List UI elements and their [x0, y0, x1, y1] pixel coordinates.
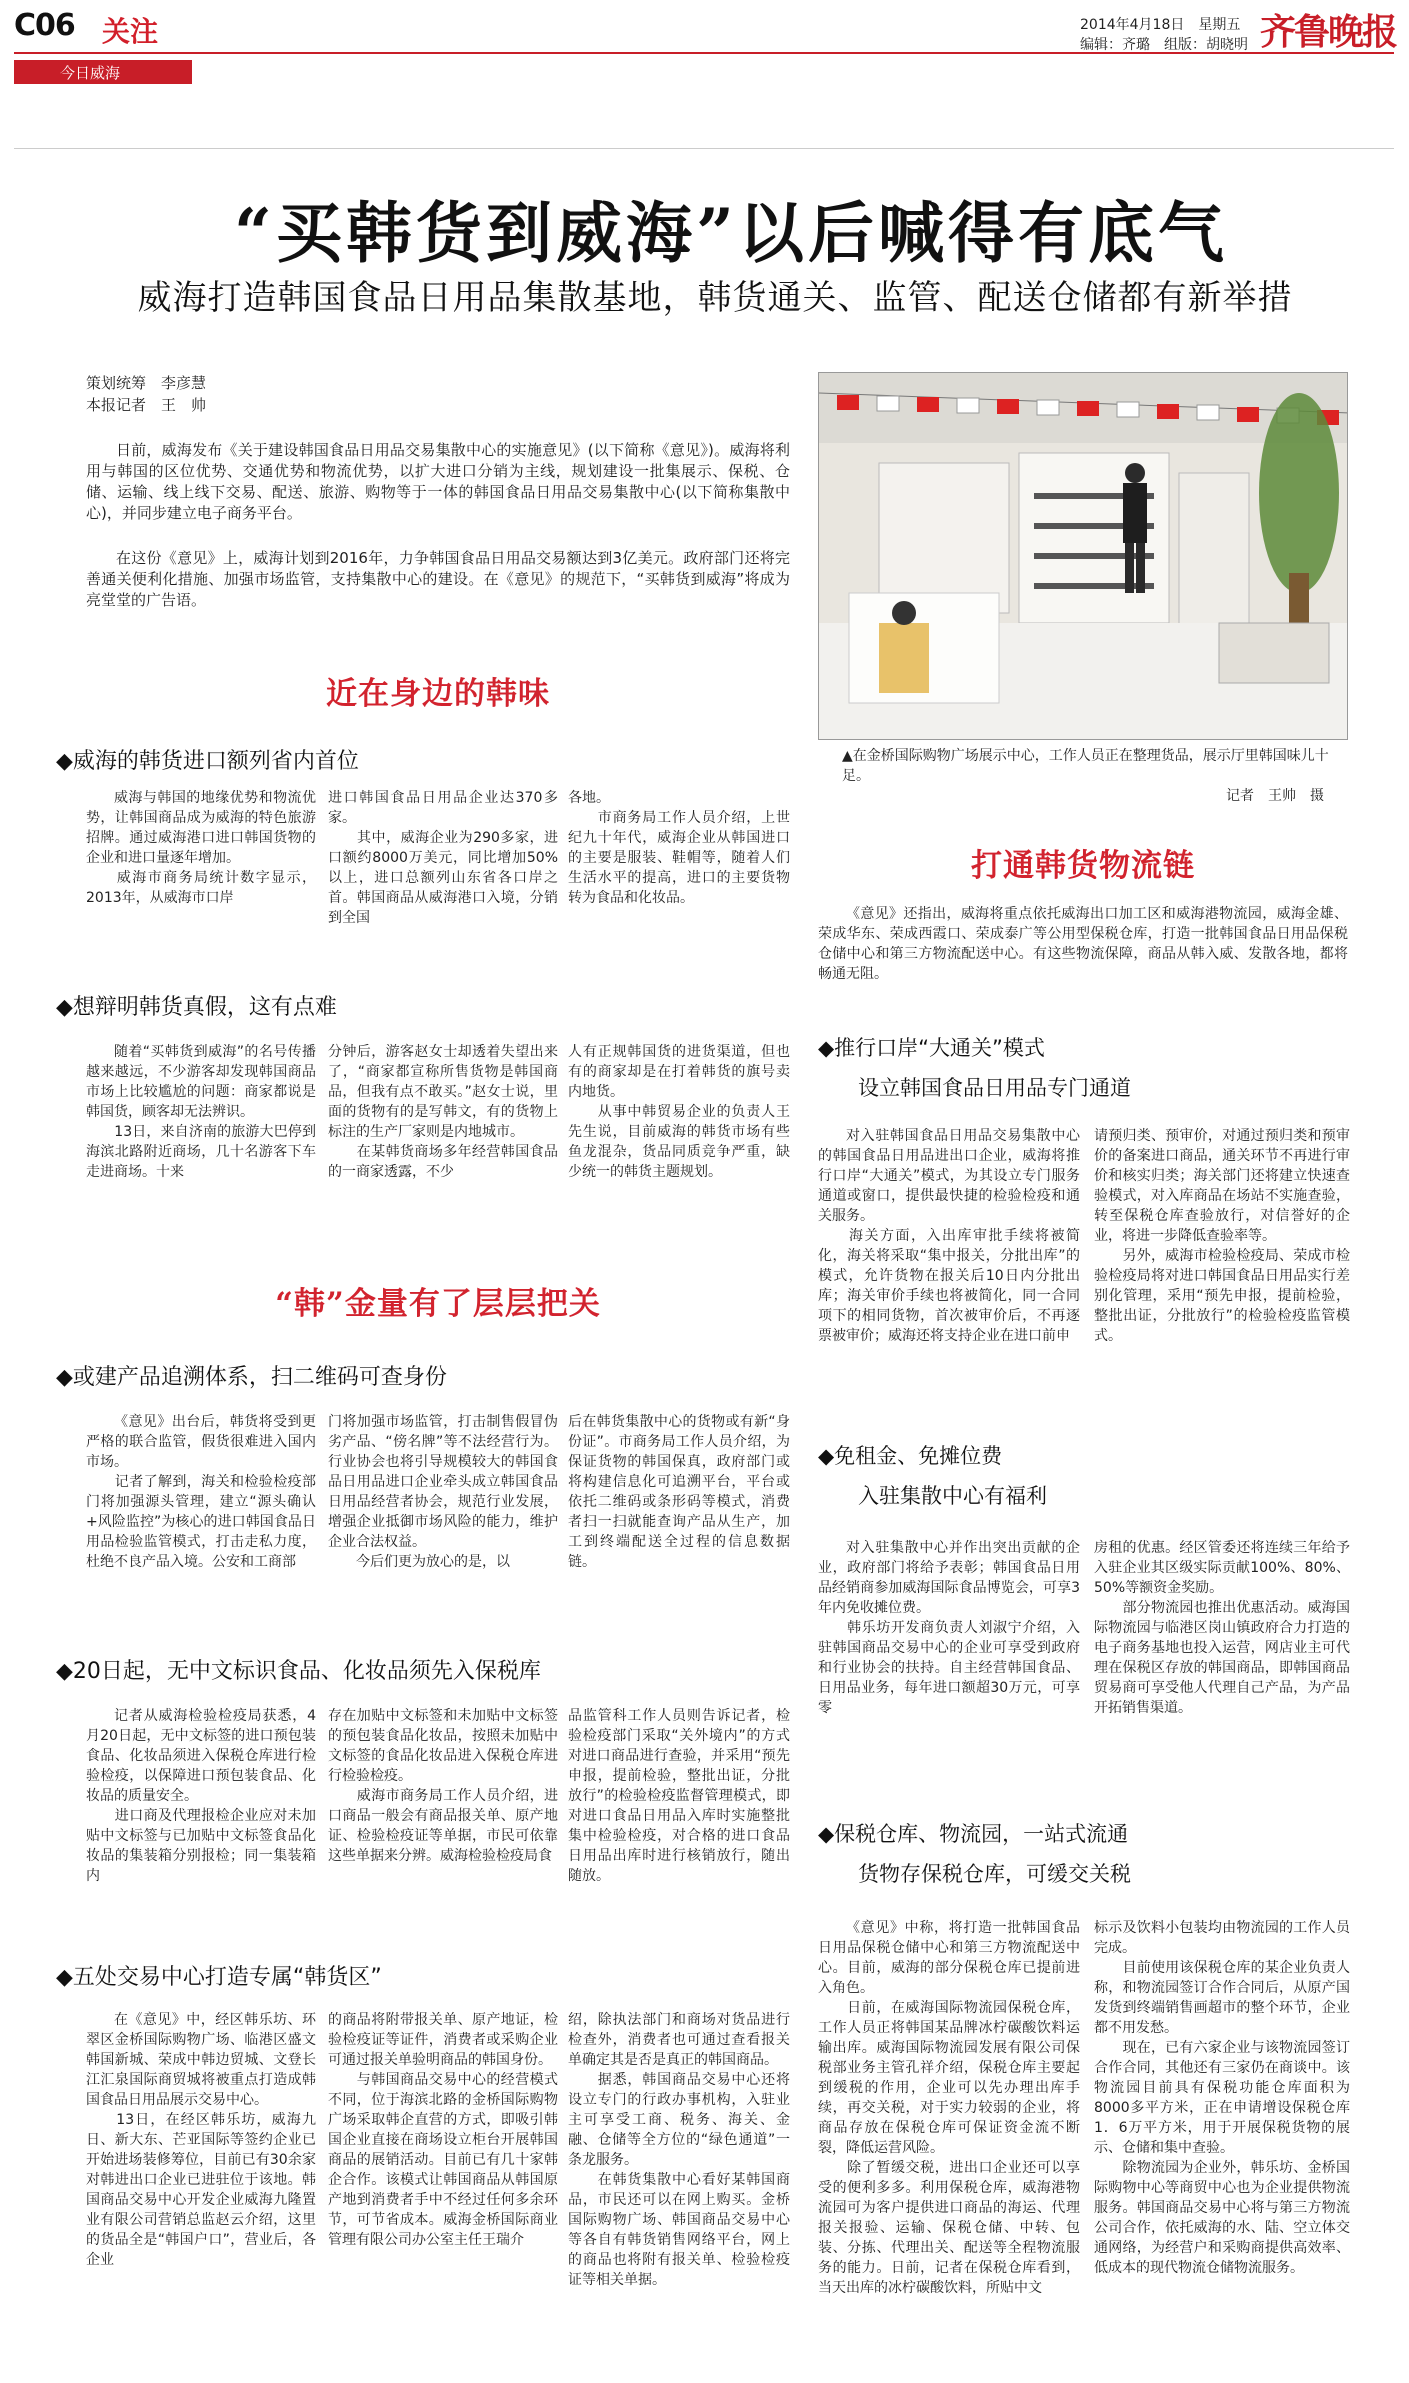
section-name: 关注 [102, 15, 159, 48]
sub1-col2: 进口韩国食品日用品企业达370多家。 其中，威海企业为290多家，进口额约8000万美元，同比增加50%以上，进口总额列山东省各口岸之首。韩国商品从威海港口入境，分销到全国 [328, 790, 558, 926]
page-code: C06 [14, 8, 75, 43]
subhead-traceability: ◆或建产品追溯体系，扫二维码可查身份 [56, 1365, 447, 1390]
subhead-customs-channel: 设立韩国食品日用品专门通道 [858, 1076, 1131, 1100]
sec3-sub2-col1: 对入驻集散中心并作出突出贡献的企业，政府部门将给予表彰；韩国食品日用品经销商参加威海国际食品博览会，可享3年内免收摊位费。 韩乐坊开发商负责人刘淑宁介绍，入驻韩国商品交易中心的企业可享受到政府和行业协会的扶持。自主经营韩国食品、日用品业务，每年进口额超30万元，可享零 [818, 1540, 1080, 1716]
photo-caption-text: ▲在金桥国际购物广场展示中心，工作人员正在整理货品，展示厅里韩国味儿十足。 [842, 748, 1329, 784]
subhead-customs-mode: ◆推行口岸“大通关”模式 [818, 1036, 1045, 1060]
subhead-tax-deferral: 货物存保税仓库，可缓交关税 [858, 1862, 1131, 1886]
section-heading-quality: “韩”金量有了层层把关 [275, 1286, 601, 1322]
sec3-sub3-col2: 标示及饮料小包装均由物流园的工作人员完成。 目前使用该保税仓库的某企业负责人称，和物流园签订合作合同后，从原产国发货到终端销售画超市的整个环节，企业都不用发愁。 现在，已有六家企业与该物流园签订合作合同，其他还有三家仍在商谈中。该物流园目前具有保税功能仓库面积为8000多平方米，正在申请增设保税仓库1．6万平方米，用于开展保税货物的展示、仓储和集中查验。 除物流园为企业外，韩乐坊、金桥国际购物中心等商贸中心也为企业提供物流服务。韩国商品交易中心将与第三方物流公司合作，依托威海的水、陆、空立体交通网络，为经营户和采购商提供高效率、低成本的现代物流仓储物流服务。 [1094, 1920, 1350, 2276]
subheadline: 威海打造韩国食品日用品集散基地，韩货通关、监管、配送仓储都有新举措 [137, 278, 1293, 318]
editor-credits: 编辑：齐璐 组版：胡晓明 [1080, 37, 1248, 53]
sec2-sub1-col2: 门将加强市场监管，打击制售假冒伪劣产品、“傍名牌”等不法经营行为。行业协会也将引导规模较大的韩国食品日用品进口企业牵头成立韩国食品日用品经营者协会，规范行业发展，增强企业抵御市场风险的能力，维护企业合法权益。 今后们更为放心的是，以 [328, 1414, 558, 1570]
sub2-col1: 随着“买韩货到威海”的名号传播越来越远，不少游客却发现韩国商品市场上比较尴尬的问题：商家都说是韩国货，顾客却无法辨识。 13日，来自济南的旅游大巴停到海滨北路附近商场，几十名游客下车走进商场。十来 [86, 1044, 316, 1180]
byline-planner: 策划统筹 李彦慧 [86, 374, 207, 392]
sub2-col2: 分钟后，游客赵女士却透着失望出来了，“商家都宣称所售货物是韩国商品，但我有点不敢买。”赵女士说，里面的货物有的是写韩文，有的货物上标注的生产厂家则是内地城市。 在某韩货商场多年经营韩国食品的一商家透露，不少 [328, 1044, 558, 1180]
intro-paragraph-1: 日前，威海发布《关于建设韩国食品日用品交易集散中心的实施意见》(以下简称《意见》)。威海将利用与韩国的区位优势、交通优势和物流优势，以扩大进口分销为主线，规划建设一批集展示、保税、仓储、运输、线上线下交易、配送、旅游、购物等于一体的韩国食品日用品交易集散中心(以下简称集散中心)，并同步建立电子商务平台。 [86, 441, 790, 522]
subhead-one-stop: ◆保税仓库、物流园，一站式流通 [818, 1822, 1129, 1846]
top-divider [14, 148, 1394, 149]
sec2-sub3-col1: 在《意见》中，经区韩乐坊、环翠区金桥国际购物广场、临港区盛文韩国新城、荣成中韩边贸城、文登长江汇泉国际商贸城将被重点打造成韩国食品日用品展示交易中心。 13日，在经区韩乐坊，威海九日、新大东、芒亚国际等签约企业已开始进场装修筹位，目前已有30余家对韩进出口企业已进驻位于该地。韩国商品交易中心开发企业威海九隆置业有限公司营销总监赵云介绍，这里的货品全是“韩国户口”，营业后，各企业 [86, 2012, 316, 2268]
byline-reporter: 本报记者 王 帅 [86, 396, 207, 414]
subhead-import-leader: ◆威海的韩货进口额列省内首位 [56, 749, 359, 774]
subhead-bonded-warehouse: ◆20日起，无中文标识食品、化妆品须先入保税库 [56, 1659, 541, 1684]
sub2-col3: 人有正规韩国货的进货渠道，但也有的商家却是在打着韩货的旗号卖内地货。 从事中韩贸易企业的负责人王先生说，目前威海的韩货市场有些鱼龙混杂，货品同质竞争严重，缺少统一的韩货主题规划。 [568, 1044, 790, 1180]
sub1-col3: 各地。 市商务局工作人员介绍，上世纪九十年代，威海企业从韩国进口的主要是服装、鞋帽等，随着人们生活水平的提高，进口的主要货物转为食品和化妆品。 [568, 790, 790, 906]
sec2-sub1-col1: 《意见》出台后，韩货将受到更严格的联合监管，假货很难进入国内市场。 记者了解到，海关和检验检疫部门将加强源头管理，建立“源头确认+风险监控”为核心的进口韩国食品日用品检验监管模式，打击走私力度，杜绝不良产品入境。公安和工商部 [86, 1414, 316, 1570]
headline: “买韩货到威海”以后喊得有底气 [234, 194, 1228, 272]
sub1-col1: 威海与韩国的地缘优势和物流优势，让韩国商品成为威海的特色旅游招牌。通过威海港口进口韩国货物的企业和进口量逐年增加。 威海市商务局统计数字显示，2013年，从威海市口岸 [86, 790, 316, 906]
subhead-rent-free: ◆免租金、免摊位费 [818, 1444, 1003, 1468]
sec2-sub3-col2: 的商品将附带报关单、原产地证，检验检疫证等证件，消费者或采购企业可通过报关单验明商品的韩国身份。 与韩国商品交易中心的经营模式不同，位于海滨北路的金桥国际购物广场采取韩企直营的方式，即吸引韩国企业直接在商场设立柜台开展韩国商品的展销活动。目前已有几十家韩企合作。该模式让韩国商品从韩国原产地到消费者手中不经过任何多余环节，可节省成本。威海金桥国际商业管理有限公司办公室主任王瑞介 [328, 2012, 558, 2248]
sec3-sub3-col1: 《意见》中称，将打造一批韩国食品日用品保税仓储中心和第三方物流配送中心。目前，威海的部分保税仓库已提前进入角色。 日前，在威海国际物流园保税仓库，工作人员正将韩国某品牌冰柠碳酸饮料运输出库。威海国际物流园发展有限公司保税部业务主管孔祥介绍，保税仓库主要起到缓税的作用，企业可以先办理出库手续，再交关税，对于实力较弱的企业，将商品存放在保税仓库可保证资金流不断裂，降低运营风险。 除了暂缓交税，进出口企业还可以享受的便利多多。利用保税仓库，威海港物流园可为客户提供进口商品的海运、代理报关报验、运输、保税仓储、中转、包装、分拣、代理出关、配送等全程物流服务的能力。日前，记者在保税仓库看到，当天出库的冰柠碳酸饮料，所贴中文 [818, 1920, 1080, 2296]
sec2-sub1-col3: 后在韩货集散中心的货物或有新“身份证”。市商务局工作人员介绍，为保证货物的韩国保真，政府部门或将构建信息化可追溯平台，平台或依托二维码或条形码等模式，消费者扫一扫就能查询产品从生产，加工到终端配送全过程的信息数据链。 [568, 1414, 790, 1570]
issue-date: 2014年4月18日 星期五 [1080, 17, 1241, 33]
photo-credit: 记者 王帅 摄 [1226, 788, 1324, 804]
store-photo-illustration [819, 373, 1348, 740]
sec2-sub2-col3: 品监管科工作人员则告诉记者，检验检疫部门采取“关外境内”的方式对进口商品进行查验，并采用“预先申报，提前检验，整批出证，分批放行”的检验检疫监督管理模式，即对进口食品日用品入库时实施整批集中检验检疫，对合格的进口食品日用品出库时进行核销放行，随出随放。 [568, 1708, 790, 1884]
subhead-authenticity: ◆想辩明韩货真假，这有点难 [56, 995, 337, 1020]
subhead-benefits: 入驻集散中心有福利 [858, 1484, 1047, 1508]
sub-section-tab: 今日威海 [14, 60, 192, 84]
sec3-sub2-col2: 房租的优惠。经区管委还将连续三年给予入驻企业其区级实际贡献100%、80%、50%等额资金奖励。 部分物流园也推出优惠活动。威海国际物流园与临港区岗山镇政府合力打造的电子商务基地也投入运营，网店业主可代理在保税区存放的韩国商品，即韩国商品贸易商可享受他人代理自己产品，为产品开拓销售渠道。 [1094, 1540, 1350, 1716]
sec2-sub2-col2: 存在加贴中文标签和未加贴中文标签的预包装食品化妆品，按照未加贴中文标签的食品化妆品进入保税仓库进行检验检疫。 威海市商务局工作人员介绍，进口商品一般会有商品报关单、原产地证、检验检疫证等单据，市民可依靠这些单据来分辨。威海检验检疫局食 [328, 1708, 558, 1864]
logistics-intro: 《意见》还指出，威海将重点依托威海出口加工区和威海港物流园，威海金雄、荣成华东、荣成西霞口、荣成泰广等公用型保税仓库，打造一批韩国食品日用品保税仓储中心和第三方物流配送中心。有这些物流保障，商品从韩入威、发散各地，都将畅通无阻。 [818, 906, 1348, 982]
photo-caption [842, 746, 1354, 806]
newspaper-masthead: 齐鲁晚报 [1260, 11, 1397, 53]
intro-paragraph-2: 在这份《意见》上，威海计划到2016年，力争韩国食品日用品交易额达到3亿美元。政府部门还将完善通关便利化措施、加强市场监管，支持集散中心的建设。在《意见》的规范下，“买韩货到威海”将成为亮堂堂的广告语。 [86, 549, 790, 609]
section-heading-nearby: 近在身边的韩味 [326, 676, 550, 712]
section-heading-logistics: 打通韩货物流链 [971, 848, 1195, 884]
subhead-trading-centers: ◆五处交易中心打造专属“韩货区” [56, 1965, 382, 1990]
sec2-sub3-col3: 绍，除执法部门和商场对货品进行检查外，消费者也可通过查看报关单确定其是否是真正的韩国商品。 据悉，韩国商品交易中心还将设立专门的行政办事机构，入驻业主可享受工商、税务、海关、金融、仓储等全方位的“绿色通道”一条龙服务。 在韩货集散中心看好某韩国商品，市民还可以在网上购买。金桥国际购物广场、韩国商品交易中心等各自有韩货销售网络平台，网上的商品也将附有报关单、检验检疫证等相关单据。 [568, 2012, 790, 2288]
sec3-sub1-col1: 对入驻韩国食品日用品交易集散中心的韩国食品日用品进出口企业，威海将推行口岸“大通关”模式，为其设立专门服务通道或窗口，提供最快捷的检验检疫和通关服务。 海关方面，入出库审批手续将被简化，海关将采取“集中报关，分批出库”的模式，允许货物在报关后10日内分批出库；海关审价手续也将被简化，同一合同项下的相同货物，首次被审价后，不再逐票被审价；威海还将支持企业在进口前申 [818, 1128, 1080, 1344]
sec2-sub2-col1: 记者从威海检验检疫局获悉，4月20日起，无中文标签的进口预包装食品、化妆品须进入保税仓库进行检验检疫，以保障进口预包装食品、化妆品的质量安全。 进口商及代理报检企业应对未加贴中文标签与已加贴中文标签食品化妆品的集装箱分别报检；同一集装箱内 [86, 1708, 316, 1884]
sec3-sub1-col2: 请预归类、预审价，对通过预归类和预审价的备案进口商品，通关环节不再进行审价和核实归类；海关部门还将建立快速查验模式，对入库商品在场站不实施查验，转至保税仓库查验放行，对信誉好的企业，将进一步降低查验率等。 另外，威海市检验检疫局、荣成市检验检疫局将对进口韩国食品日用品实行差别化管理，采用“预先申报，提前检验，整批出证，分批放行”的检验检疫监管模式。 [1094, 1128, 1350, 1344]
store-photo [818, 372, 1348, 740]
